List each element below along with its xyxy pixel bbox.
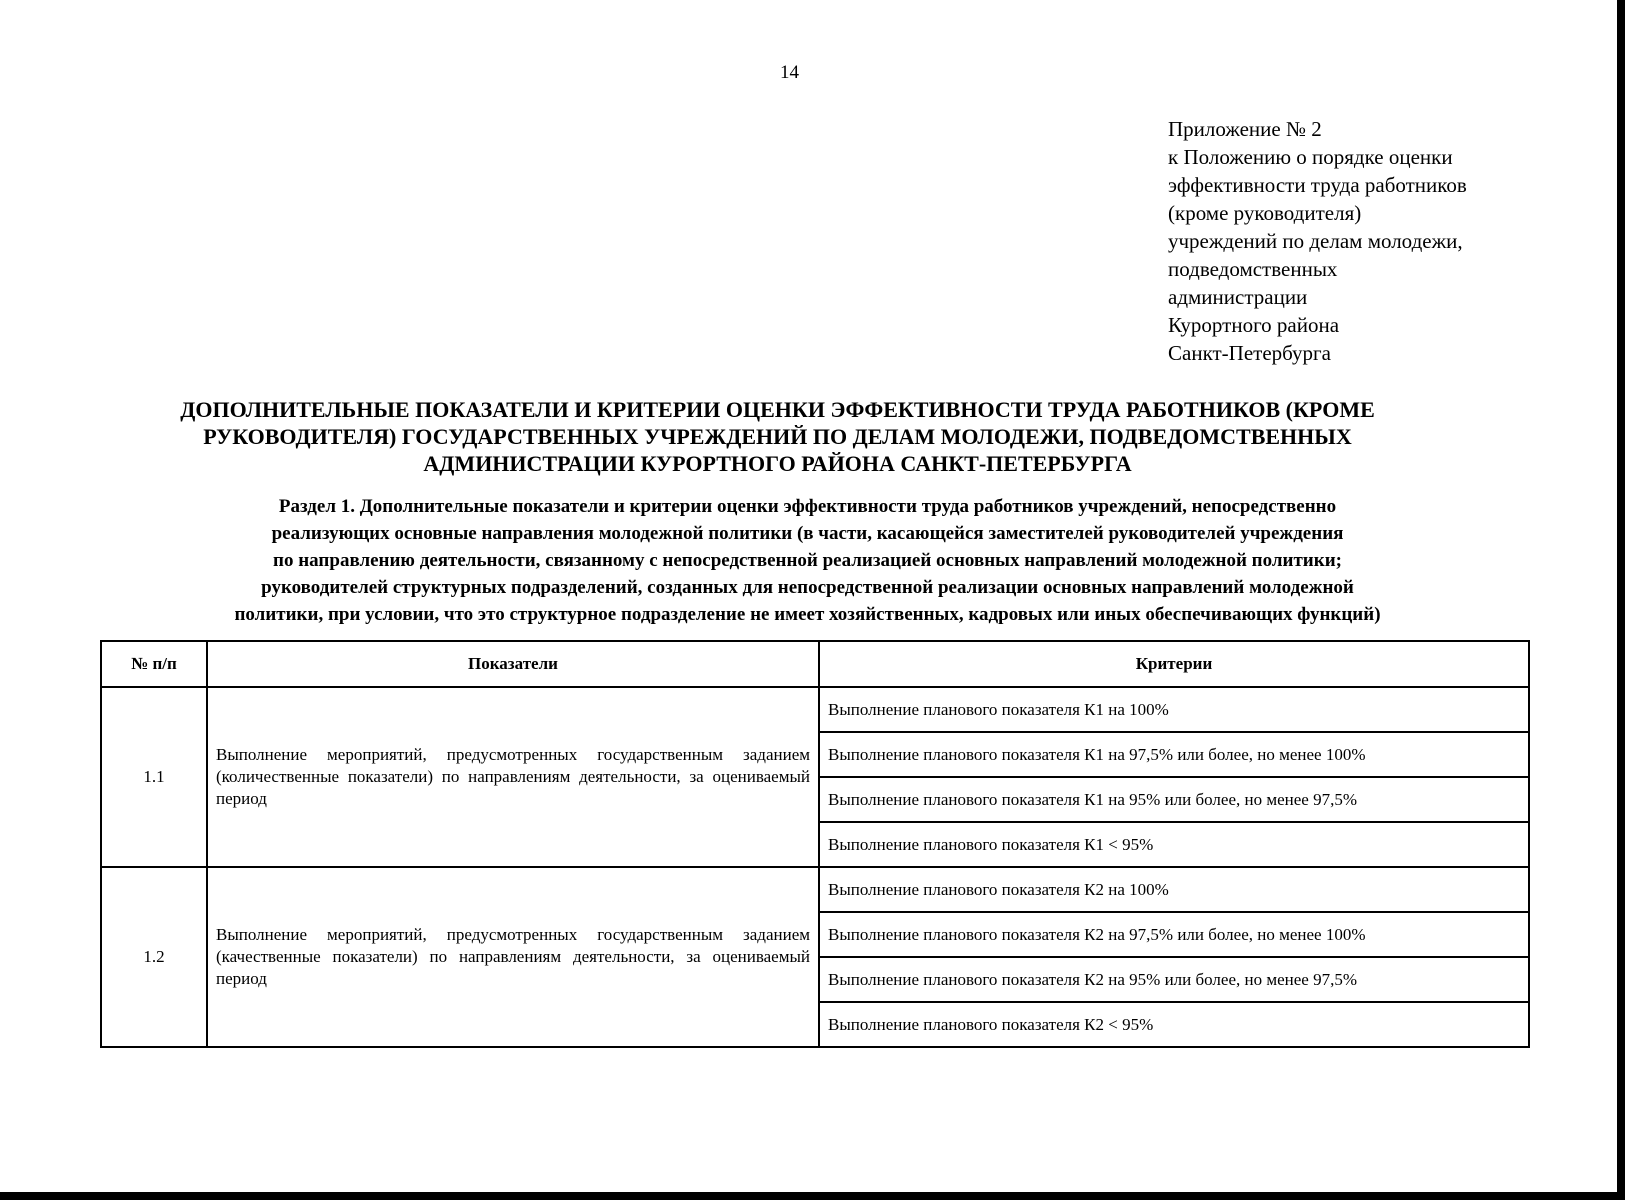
annex-line: к Положению о порядке оценки: [1168, 145, 1453, 169]
table-header-row: [101, 641, 1529, 687]
header-criteria: Критерии: [819, 641, 1529, 687]
criterion-cell: Выполнение планового показателя К2 на 100%: [819, 867, 1529, 912]
header-indicators: Показатели: [207, 641, 819, 687]
annex-line: (кроме руководителя): [1168, 201, 1362, 225]
criterion-cell: Выполнение планового показателя К1 на 100%: [819, 687, 1529, 732]
table-row: [101, 867, 1529, 912]
criterion-cell: Выполнение планового показателя К2 на 97,5% или более, но менее 100%: [819, 912, 1529, 957]
indicator-cell: Выполнение мероприятий, предусмотренных государственным заданием (качественные показатели) по направлениям деятельности, за оцениваемый период: [207, 867, 819, 1047]
annex-block: [1168, 115, 1588, 367]
indicator-cell: Выполнение мероприятий, предусмотренных государственным заданием (количественные показатели) по направлениям деятельности, за оцениваемый период: [207, 687, 819, 867]
section-line: руководителей структурных подразделений, созданных для непосредственной реализации основных направлений молодежной: [261, 577, 1354, 598]
document-title: [100, 396, 1455, 477]
annex-line: Приложение № 2: [1168, 117, 1322, 141]
criteria-table: [100, 640, 1530, 1048]
section-line: по направлению деятельности, связанному с непосредственной реализацией основных направлений молодежной политики;: [273, 550, 1342, 571]
criterion-cell: Выполнение планового показателя К1 на 95% или более, но менее 97,5%: [819, 777, 1529, 822]
annex-line: Санкт-Петербурга: [1168, 341, 1331, 365]
section-line: политики, при условии, что это структурное подразделение не имеет хозяйственных, кадровых или иных обеспечивающих функций): [234, 604, 1381, 625]
annex-line: администрации: [1168, 285, 1308, 309]
table-row: [101, 687, 1529, 732]
title-line: АДМИНИСТРАЦИИ КУРОРТНОГО РАЙОНА САНКТ-ПЕТЕРБУРГА: [423, 451, 1132, 476]
annex-line: подведомственных: [1168, 257, 1338, 281]
criterion-cell: Выполнение планового показателя К2 на 95% или более, но менее 97,5%: [819, 957, 1529, 1002]
section-line: Раздел 1. Дополнительные показатели и критерии оценки эффективности труда работников учреждений, непосредственно: [278, 496, 1337, 517]
annex-line: Курортного района: [1168, 313, 1340, 337]
annex-line: учреждений по делам молодежи,: [1168, 229, 1463, 253]
section-title: [95, 493, 1520, 628]
scan-border-bottom: [0, 1192, 1625, 1200]
row-number: 1.1: [101, 687, 207, 867]
criterion-cell: Выполнение планового показателя К1 < 95%: [819, 822, 1529, 867]
scan-border-right: [1617, 0, 1625, 1200]
section-line: реализующих основные направления молодежной политики (в части, касающейся заместителей руководителей учреждения: [271, 523, 1344, 544]
criterion-cell: Выполнение планового показателя К2 < 95%: [819, 1002, 1529, 1047]
title-line: РУКОВОДИТЕЛЯ) ГОСУДАРСТВЕННЫХ УЧРЕЖДЕНИЙ ПО ДЕЛАМ МОЛОДЕЖИ, ПОДВЕДОМСТВЕННЫХ: [203, 424, 1352, 449]
criterion-cell: Выполнение планового показателя К1 на 97,5% или более, но менее 100%: [819, 732, 1529, 777]
header-num: № п/п: [101, 641, 207, 687]
annex-line: эффективности труда работников: [1168, 173, 1467, 197]
page-number: 14: [780, 62, 799, 83]
title-line: ДОПОЛНИТЕЛЬНЫЕ ПОКАЗАТЕЛИ И КРИТЕРИИ ОЦЕНКИ ЭФФЕКТИВНОСТИ ТРУДА РАБОТНИКОВ (КРОМЕ: [180, 397, 1375, 422]
row-number: 1.2: [101, 867, 207, 1047]
